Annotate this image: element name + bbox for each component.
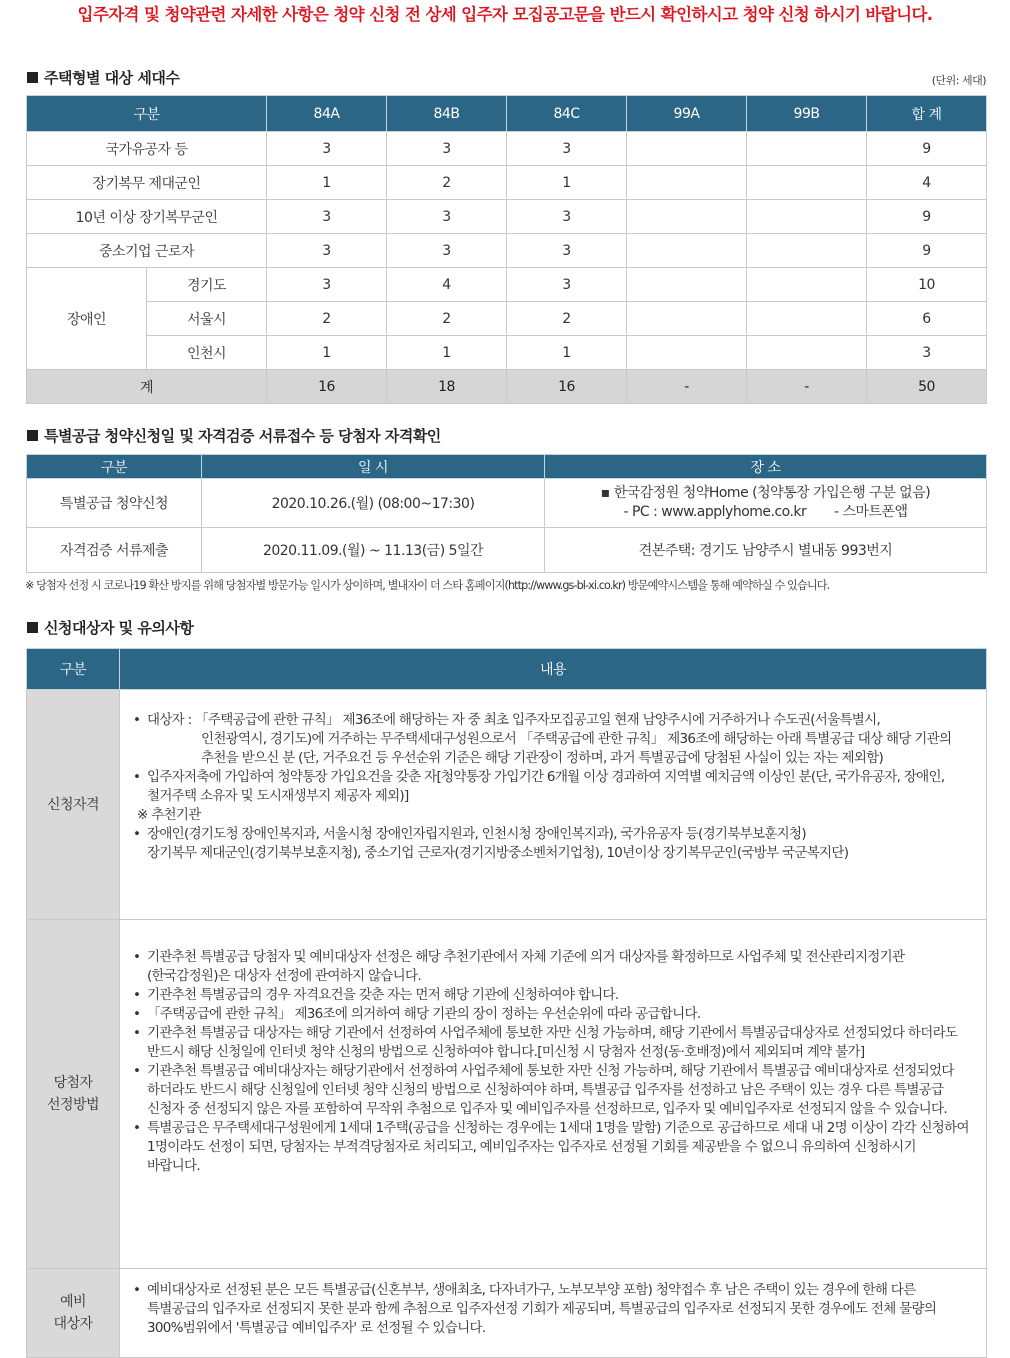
cell: 3 (267, 268, 387, 302)
item-text: 인천광역시, 경기도)에 거주하는 무주택세대구성원으로서 「주택공급에 관한 규칙」 제36조에 해당하는 아래 특별공급 대상 해당 기관의 추천을 받으신 분 (단, 거주요건 등 우선순위 기준은 해당 기관장이 정하며, 과거 특별공급에 당첨된 사실이 있는 자는 제외함) (201, 731, 952, 766)
selection-content (120, 920, 987, 1269)
cell: 1 (507, 336, 627, 370)
unit-label: (단위: 세대) (931, 74, 986, 87)
cell: 10 (867, 268, 987, 302)
reserve-content (120, 1269, 987, 1358)
datetime-cell: 2020.11.09.(월) ~ 11.13(금) 5일간 (202, 528, 545, 573)
cell: 3 (267, 200, 387, 234)
table-row (27, 1269, 987, 1358)
cell: 3 (387, 132, 507, 166)
section3-title (27, 617, 193, 638)
cell: 9 (867, 132, 987, 166)
place-line: ▪ 한국감정원 청약Home (청약통장 가입은행 구분 없음) (600, 485, 931, 501)
cell: 4 (387, 268, 507, 302)
list-item: • 입주자저축에 가입하여 청약통장 가입요건을 갖춘 자[청약통장 가입기간 6개월 이상 경과하여 지역별 예치금액 이상인 분(단, 국가유공자, 장애인, 철거주택 소유자 및 도시재생부지 제공자 제외)] (120, 768, 972, 806)
square-bullet-icon (27, 622, 38, 633)
cell: 1 (267, 166, 387, 200)
cell: 1 (387, 336, 507, 370)
cell (747, 166, 867, 200)
cell (747, 200, 867, 234)
list-item: • 기관추천 특별공급의 경우 자격요건을 갖춘 자는 먼저 해당 기관에 신청하여야 합니다. (120, 986, 972, 1005)
row-label: 서울시 (147, 302, 267, 336)
place-line: - PC : www.applyhome.co.kr - 스마트폰앱 (623, 504, 908, 520)
qualification-list (120, 711, 972, 863)
row-label: 경기도 (147, 268, 267, 302)
list-item: • 기관추천 특별공급 예비대상자는 해당기관에서 선정하여 사업주체에 통보한 자만 신청 가능하며, 해당 기관에서 특별공급 예비대상자로 선정되었다 하더라도 반드시 해당 신청일에 인터넷 청약 신청의 방법으로 신청하여야 하며, 특별공급 입주자를 선정하고 남은 주택이 있는 경우 다른 특별공급 신청자 중 선정되지 않은 자를 포함하여 무작위 추첨으로 입주자 및 예비입주자를 선정하므로, 입주자 및 예비입주자로 선정되지 않을 수 있습니다. (120, 1062, 972, 1119)
table-row (27, 166, 987, 200)
cell (747, 234, 867, 268)
list-item (120, 711, 972, 768)
household-count-table (26, 95, 987, 404)
header-category: 구분 (27, 96, 267, 132)
list-item: ※ 추천기관 (137, 807, 201, 823)
cell: 16 (267, 370, 387, 404)
cell: 50 (867, 370, 987, 404)
cell: 18 (387, 370, 507, 404)
table-row (27, 479, 987, 528)
row-label: 자격검증 서류제출 (27, 528, 202, 573)
cell: 3 (507, 132, 627, 166)
section3-title-text: 신청대상자 및 유의사항 (44, 619, 194, 637)
list-item: • 예비대상자로 선정된 분은 모든 특별공급(신혼부부, 생애최초, 다자녀가구, 노부모부양 포함) 청약접수 후 남은 주택이 있는 경우에 한해 다른 특별공급의 입주자로 선정되지 못한 분과 함께 추첨으로 입주자선정 기회가 제공되며, 특별공급의 입주자로 선정되지 못한 경우에도 전체 물량의 300%범위에서 '특별공급 예비입주자' 로 선정될 수 있습니다. (120, 1281, 972, 1338)
cell: 2 (387, 302, 507, 336)
cell: 2 (267, 302, 387, 336)
cell: 1 (267, 336, 387, 370)
cell: 1 (507, 166, 627, 200)
total-row (27, 370, 987, 404)
qualification-content (120, 690, 987, 920)
list-item: • 특별공급은 무주택세대구성원에게 1세대 1주택(공급을 신청하는 경우에는 1세대 1명을 말함) 기준으로 공급하므로 세대 내 2명 이상이 각각 신청하여 1명이라도 선정이 되면, 당첨자는 부적격당첨자로 처리되고, 예비입주자는 입주자로 선정될 기회를 제공받을 수 없으니 유의하여 신청하시기 바랍니다. (120, 1119, 972, 1176)
cell: 3 (267, 234, 387, 268)
header-84c: 84C (507, 96, 627, 132)
header-datetime: 일 시 (202, 455, 545, 479)
table-row (27, 268, 987, 302)
cell (627, 132, 747, 166)
label-line: 당첨자 (53, 1075, 93, 1091)
cell (627, 200, 747, 234)
label-line: 대상자 (53, 1316, 93, 1332)
header-84a: 84A (267, 96, 387, 132)
schedule-table (26, 454, 987, 573)
qualification-label: 신청자격 (27, 690, 120, 920)
cell (747, 302, 867, 336)
header-99b: 99B (747, 96, 867, 132)
cell: 16 (507, 370, 627, 404)
cell: 3 (267, 132, 387, 166)
header-category: 구분 (27, 455, 202, 479)
row-label: 중소기업 근로자 (27, 234, 267, 268)
table-row (27, 200, 987, 234)
list-item: • 기관추천 특별공급 당첨자 및 예비대상자 선정은 해당 추천기관에서 자체 기준에 의거 대상자를 확정하므로 사업주체 및 전산관리지정기관(한국감정원)은 대상자 선정에 관여하지 않습니다. (120, 948, 972, 986)
square-bullet-icon (27, 72, 38, 83)
total-label: 계 (27, 370, 267, 404)
square-bullet-icon (27, 430, 38, 441)
notice-banner: 입주자격 및 청약관련 자세한 사항은 청약 신청 전 상세 입주자 모집공고문을 반드시 확인하시고 청약 신청 하시기 바랍니다. (77, 5, 933, 24)
cell: 2 (387, 166, 507, 200)
row-label: 인천시 (147, 336, 267, 370)
list-item (120, 825, 972, 863)
table-row (27, 528, 987, 573)
cell (627, 336, 747, 370)
footnote: ※ 당첨자 선정 시 코로나19 확산 방지를 위해 당첨자별 방문가능 일시가 상이하며, 별내자이 더 스타 홈페이지(http://www.gs-bl-xi.co.kr) 방문예약시스템을 통해 예약하실 수 있습니다. (25, 579, 830, 592)
table-header-row (27, 455, 987, 479)
cell (747, 336, 867, 370)
cell (627, 268, 747, 302)
table-row (27, 234, 987, 268)
table-header-row (27, 96, 987, 132)
cell: 3 (507, 268, 627, 302)
row-label: 국가유공자 등 (27, 132, 267, 166)
section1-title-text: 주택형별 대상 세대수 (44, 69, 180, 87)
header-84b: 84B (387, 96, 507, 132)
row-label: 10년 이상 장기복무군인 (27, 200, 267, 234)
table-row (27, 336, 987, 370)
place-cell (545, 479, 987, 528)
cell: - (747, 370, 867, 404)
cell: 3 (387, 200, 507, 234)
cell: 4 (867, 166, 987, 200)
table-row (27, 690, 987, 920)
cell (747, 132, 867, 166)
item-text: 장기복무 제대군인(경기북부보훈지청), 중소기업 근로자(경기지방중소벤처기업청), 10년이상 장기복무군인(국방부 국군복지단) (147, 845, 849, 861)
cell: 9 (867, 200, 987, 234)
cell: - (627, 370, 747, 404)
item-text: • 장애인(경기도청 장애인복지과, 서울시청 장애인자립지원과, 인천시청 장애인복지과), 국가유공자 등(경기북부보훈지청) (147, 826, 806, 842)
row-label: 특별공급 청약신청 (27, 479, 202, 528)
header-place: 장 소 (545, 455, 987, 479)
selection-list (120, 948, 972, 1176)
table-row (27, 920, 987, 1269)
cell (627, 234, 747, 268)
header-99a: 99A (627, 96, 747, 132)
cell (627, 302, 747, 336)
header-total: 합 계 (867, 96, 987, 132)
list-item: • 「주택공급에 관한 규칙」 제36조에 의거하여 해당 기관의 장이 정하는 우선순위에 따라 공급합니다. (120, 1005, 972, 1024)
section1-title (27, 67, 179, 88)
row-label: 장기복무 제대군인 (27, 166, 267, 200)
header-category: 구분 (27, 649, 120, 690)
item-text: • 대상자 : 「주택공급에 관한 규칙」 제36조에 해당하는 자 중 최초 입주자모집공고일 현재 남양주시에 거주하거나 수도권(서울특별시, (147, 712, 881, 728)
table-row (27, 132, 987, 166)
datetime-cell: 2020.10.26.(월) (08:00~17:30) (202, 479, 545, 528)
reserve-label (27, 1269, 120, 1358)
cell: 3 (867, 336, 987, 370)
cell (747, 268, 867, 302)
disabled-group-label: 장애인 (27, 268, 147, 370)
eligibility-table (26, 648, 987, 1358)
cell: 3 (507, 200, 627, 234)
section2-title (27, 425, 441, 446)
cell: 2 (507, 302, 627, 336)
place-cell: 견본주택: 경기도 남양주시 별내동 993번지 (545, 528, 987, 573)
cell: 9 (867, 234, 987, 268)
label-line: 선정방법 (46, 1097, 100, 1113)
cell: 3 (507, 234, 627, 268)
reserve-list (120, 1281, 972, 1338)
list-item: • 기관추천 특별공급 대상자는 해당 기관에서 선정하여 사업주체에 통보한 자만 신청 가능하며, 해당 기관에서 특별공급대상자로 선정되었다 하더라도 반드시 해당 신청일에 인터넷 청약 신청의 방법으로 신청하여야 합니다.[미신청 시 당첨자 선정(동·호배정)에서 제외되며 계약 불가] (120, 1024, 972, 1062)
header-content: 내용 (120, 649, 987, 690)
section2-title-text: 특별공급 청약신청일 및 자격검증 서류접수 등 당첨자 자격확인 (44, 427, 441, 445)
cell: 3 (387, 234, 507, 268)
cell (627, 166, 747, 200)
selection-label (27, 920, 120, 1269)
cell: 6 (867, 302, 987, 336)
label-line: 예비 (59, 1294, 87, 1310)
table-header-row (27, 649, 987, 690)
table-row (27, 302, 987, 336)
